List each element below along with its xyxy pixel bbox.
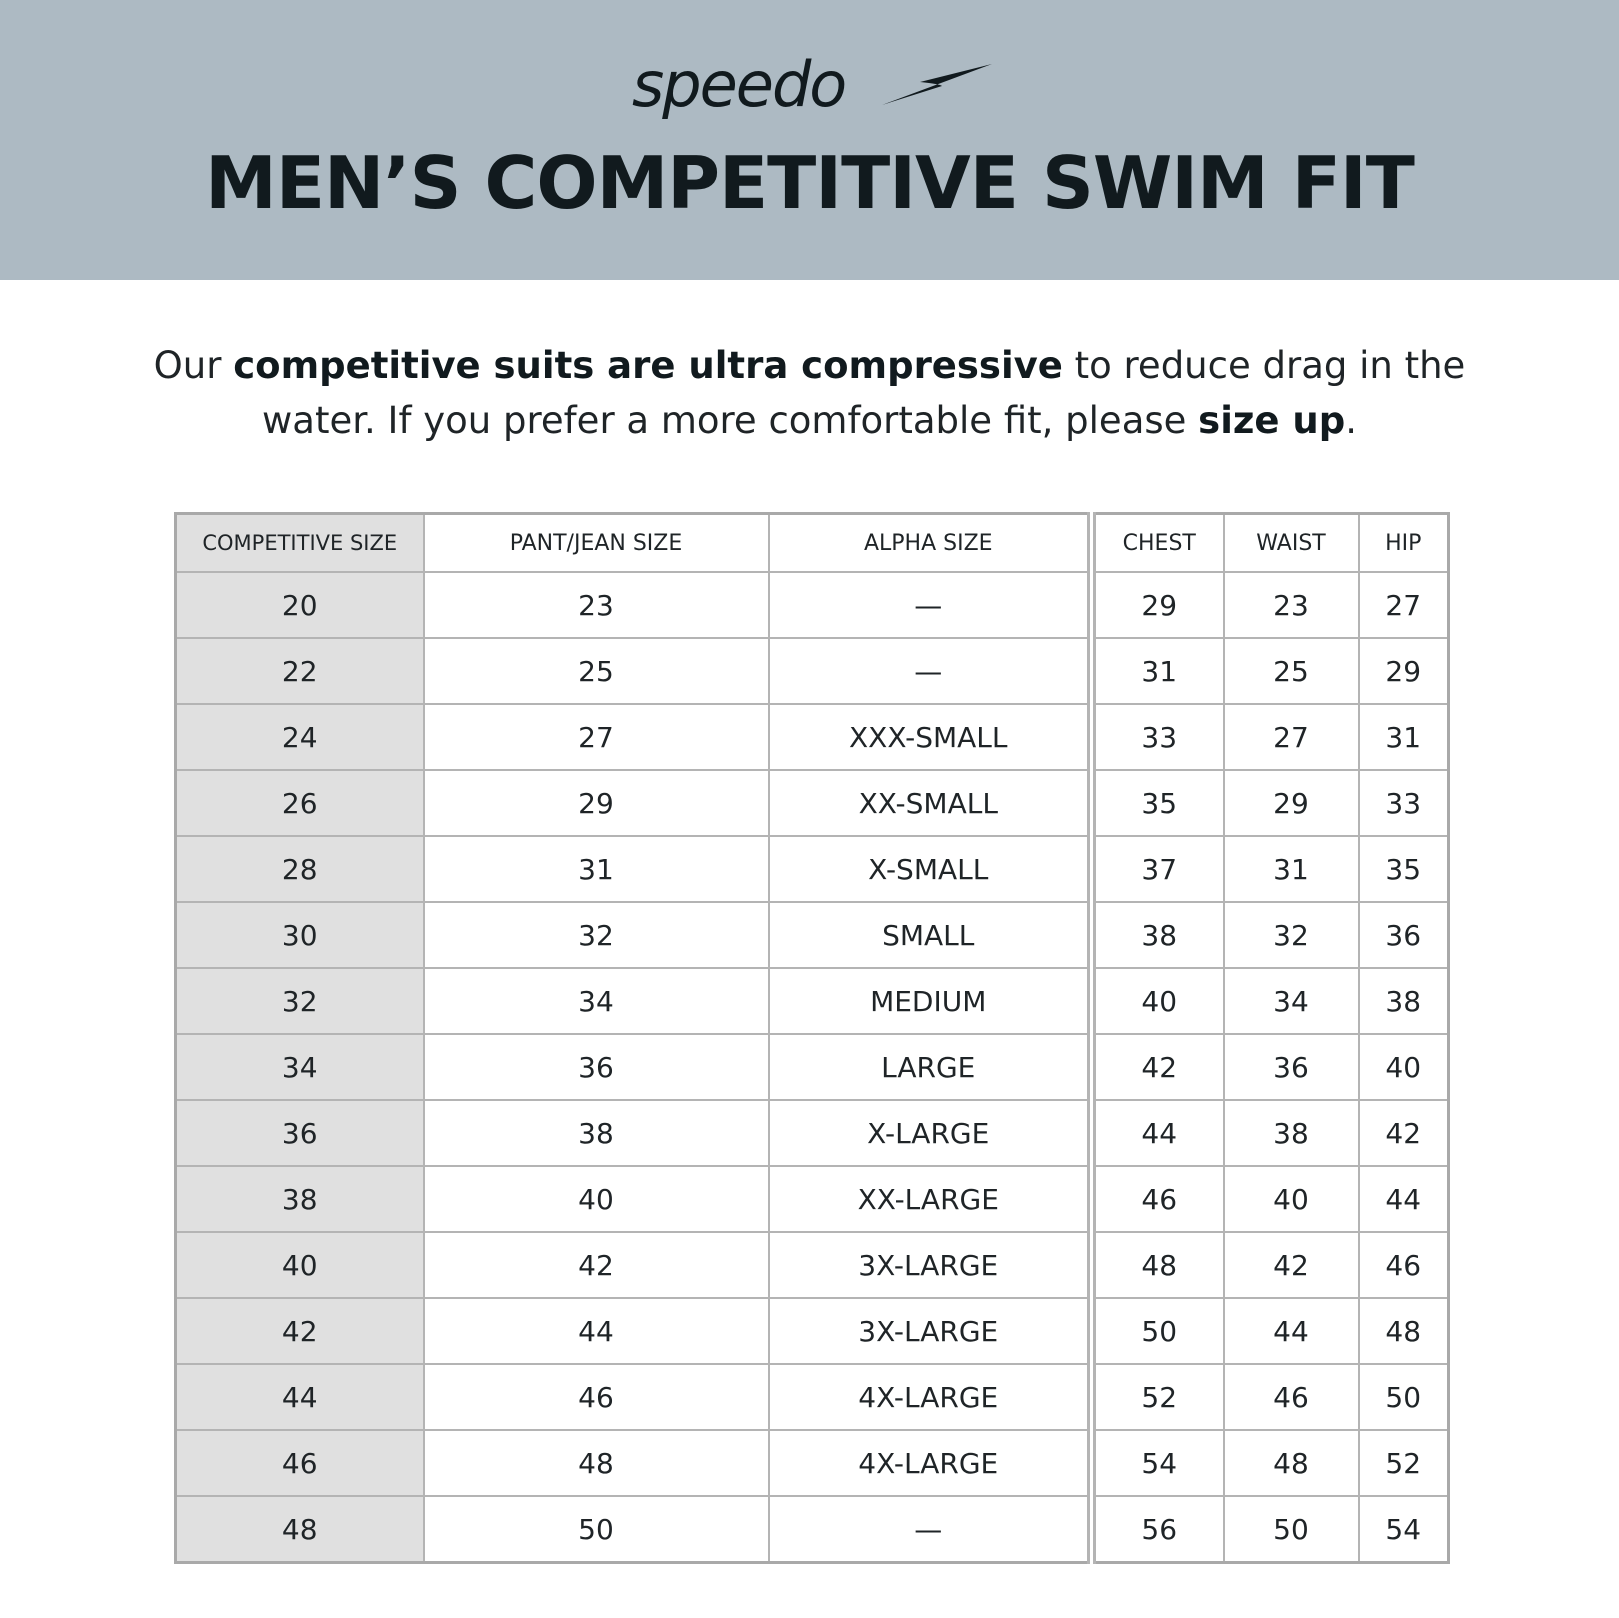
cell-hip: 31 [1359, 704, 1449, 770]
cell-waist: 25 [1224, 638, 1359, 704]
cell-pant-jean-size: 23 [424, 572, 769, 638]
table-row [176, 638, 1449, 704]
header-hip: HIP [1359, 514, 1449, 573]
table-row [176, 572, 1449, 638]
cell-hip: 52 [1359, 1430, 1449, 1496]
cell-alpha-size: — [769, 638, 1092, 704]
cell-waist: 38 [1224, 1100, 1359, 1166]
table-row [176, 1430, 1449, 1496]
cell-chest: 42 [1092, 1034, 1224, 1100]
table-row [176, 1364, 1449, 1430]
table-row [176, 1034, 1449, 1100]
size-chart-table [174, 512, 1450, 1564]
cell-hip: 44 [1359, 1166, 1449, 1232]
cell-competitive-size: 46 [176, 1430, 424, 1496]
header-band [0, 0, 1619, 280]
cell-alpha-size: X-LARGE [769, 1100, 1092, 1166]
cell-chest: 50 [1092, 1298, 1224, 1364]
cell-hip: 48 [1359, 1298, 1449, 1364]
cell-chest: 35 [1092, 770, 1224, 836]
cell-alpha-size: 3X-LARGE [769, 1298, 1092, 1364]
cell-alpha-size: 4X-LARGE [769, 1364, 1092, 1430]
intro-part-3: . [1345, 399, 1357, 442]
table-body [176, 572, 1449, 1563]
cell-alpha-size: XX-SMALL [769, 770, 1092, 836]
header-waist: WAIST [1224, 514, 1359, 573]
cell-waist: 48 [1224, 1430, 1359, 1496]
cell-waist: 42 [1224, 1232, 1359, 1298]
cell-chest: 52 [1092, 1364, 1224, 1430]
cell-waist: 40 [1224, 1166, 1359, 1232]
cell-competitive-size: 26 [176, 770, 424, 836]
cell-hip: 27 [1359, 572, 1449, 638]
cell-chest: 48 [1092, 1232, 1224, 1298]
table-row [176, 968, 1449, 1034]
cell-chest: 46 [1092, 1166, 1224, 1232]
cell-pant-jean-size: 48 [424, 1430, 769, 1496]
cell-waist: 34 [1224, 968, 1359, 1034]
header-competitive-size: COMPETITIVE SIZE [176, 514, 424, 573]
cell-pant-jean-size: 31 [424, 836, 769, 902]
cell-alpha-size: XXX-SMALL [769, 704, 1092, 770]
cell-competitive-size: 30 [176, 902, 424, 968]
table-row [176, 704, 1449, 770]
cell-hip: 50 [1359, 1364, 1449, 1430]
cell-competitive-size: 28 [176, 836, 424, 902]
intro-bold-2: size up [1198, 399, 1346, 442]
intro-part-1: Our [153, 344, 234, 387]
cell-competitive-size: 24 [176, 704, 424, 770]
cell-alpha-size: XX-LARGE [769, 1166, 1092, 1232]
cell-pant-jean-size: 44 [424, 1298, 769, 1364]
header-chest: CHEST [1092, 514, 1224, 573]
cell-hip: 46 [1359, 1232, 1449, 1298]
cell-hip: 42 [1359, 1100, 1449, 1166]
table-row [176, 1166, 1449, 1232]
intro-text [140, 338, 1479, 448]
cell-hip: 38 [1359, 968, 1449, 1034]
cell-competitive-size: 22 [176, 638, 424, 704]
cell-pant-jean-size: 38 [424, 1100, 769, 1166]
cell-pant-jean-size: 46 [424, 1364, 769, 1430]
cell-competitive-size: 44 [176, 1364, 424, 1430]
cell-competitive-size: 32 [176, 968, 424, 1034]
cell-waist: 32 [1224, 902, 1359, 968]
cell-hip: 35 [1359, 836, 1449, 902]
cell-chest: 40 [1092, 968, 1224, 1034]
cell-alpha-size: SMALL [769, 902, 1092, 968]
cell-pant-jean-size: 27 [424, 704, 769, 770]
table-row [176, 1232, 1449, 1298]
cell-waist: 46 [1224, 1364, 1359, 1430]
cell-chest: 29 [1092, 572, 1224, 638]
page-title: MEN’S COMPETITIVE SWIM FIT [205, 141, 1414, 225]
cell-waist: 31 [1224, 836, 1359, 902]
cell-competitive-size: 48 [176, 1496, 424, 1563]
speedo-logo [632, 48, 992, 122]
cell-pant-jean-size: 42 [424, 1232, 769, 1298]
cell-pant-jean-size: 29 [424, 770, 769, 836]
header-pant-jean-size: PANT/JEAN SIZE [424, 514, 769, 573]
cell-waist: 44 [1224, 1298, 1359, 1364]
cell-alpha-size: LARGE [769, 1034, 1092, 1100]
cell-pant-jean-size: 40 [424, 1166, 769, 1232]
cell-alpha-size: — [769, 572, 1092, 638]
cell-pant-jean-size: 25 [424, 638, 769, 704]
cell-waist: 36 [1224, 1034, 1359, 1100]
table-row [176, 770, 1449, 836]
cell-pant-jean-size: 34 [424, 968, 769, 1034]
cell-waist: 50 [1224, 1496, 1359, 1563]
cell-pant-jean-size: 36 [424, 1034, 769, 1100]
boomerang-icon [880, 62, 992, 106]
cell-chest: 38 [1092, 902, 1224, 968]
intro-part-2: to reduce drag in the water. If you prefer a more comfortable fit, please [262, 344, 1466, 442]
cell-waist: 29 [1224, 770, 1359, 836]
cell-chest: 31 [1092, 638, 1224, 704]
cell-alpha-size: 4X-LARGE [769, 1430, 1092, 1496]
intro-bold-1: competitive suits are ultra compressive [233, 344, 1063, 387]
table-row [176, 902, 1449, 968]
cell-chest: 33 [1092, 704, 1224, 770]
cell-chest: 56 [1092, 1496, 1224, 1563]
cell-waist: 27 [1224, 704, 1359, 770]
logo-wordmark: speedo [632, 48, 846, 121]
cell-chest: 37 [1092, 836, 1224, 902]
cell-competitive-size: 20 [176, 572, 424, 638]
cell-alpha-size: — [769, 1496, 1092, 1563]
cell-hip: 40 [1359, 1034, 1449, 1100]
cell-alpha-size: MEDIUM [769, 968, 1092, 1034]
table-row [176, 1496, 1449, 1563]
cell-hip: 29 [1359, 638, 1449, 704]
cell-alpha-size: X-SMALL [769, 836, 1092, 902]
table-row [176, 1298, 1449, 1364]
cell-waist: 23 [1224, 572, 1359, 638]
cell-competitive-size: 36 [176, 1100, 424, 1166]
cell-hip: 36 [1359, 902, 1449, 968]
cell-chest: 44 [1092, 1100, 1224, 1166]
table-row [176, 1100, 1449, 1166]
cell-alpha-size: 3X-LARGE [769, 1232, 1092, 1298]
cell-pant-jean-size: 32 [424, 902, 769, 968]
cell-competitive-size: 34 [176, 1034, 424, 1100]
cell-hip: 54 [1359, 1496, 1449, 1563]
table-header-row [176, 514, 1449, 573]
cell-competitive-size: 40 [176, 1232, 424, 1298]
cell-competitive-size: 42 [176, 1298, 424, 1364]
header-alpha-size: ALPHA SIZE [769, 514, 1092, 573]
cell-hip: 33 [1359, 770, 1449, 836]
table-row [176, 836, 1449, 902]
cell-pant-jean-size: 50 [424, 1496, 769, 1563]
cell-competitive-size: 38 [176, 1166, 424, 1232]
cell-chest: 54 [1092, 1430, 1224, 1496]
